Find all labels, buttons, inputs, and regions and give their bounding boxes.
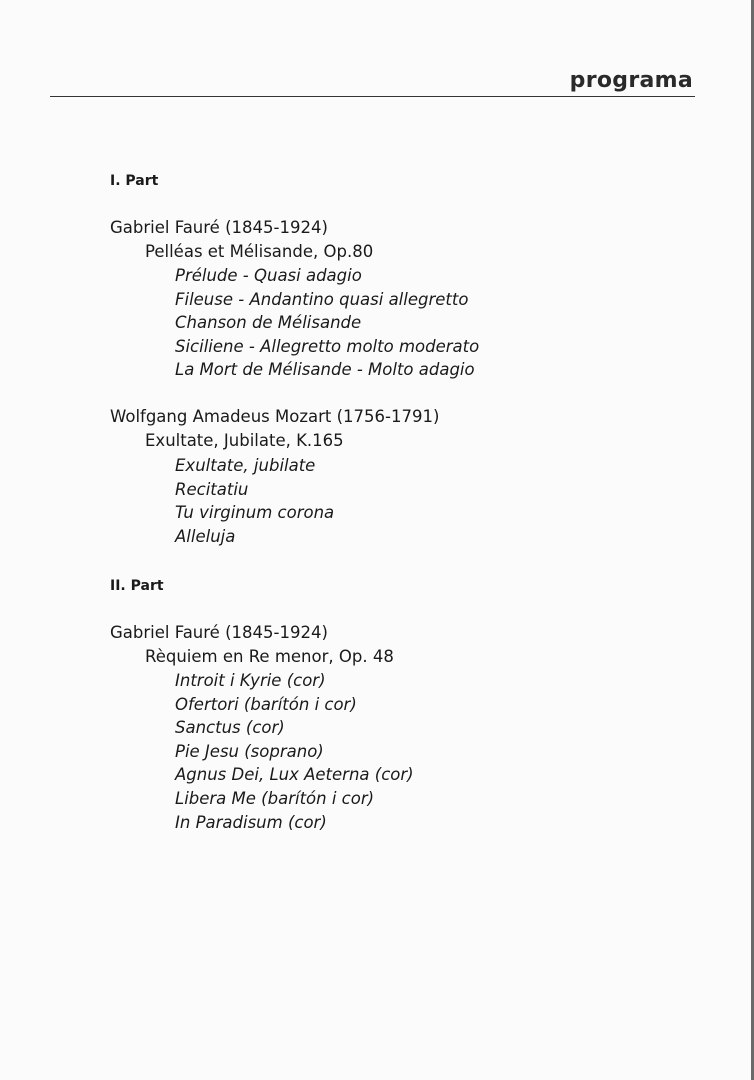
movement-item: Ofertori (barítón i cor) [175, 694, 357, 714]
movement-item: Sanctus (cor) [175, 718, 285, 738]
movement-item: Chanson de Mélisande [175, 313, 362, 333]
composer-mozart: Wolfgang Amadeus Mozart (1756-1791) [110, 407, 440, 426]
movement-list-requiem [175, 669, 414, 834]
work-pelleas-et-melisande: Pelléas et Mélisande, Op.80 [145, 242, 374, 261]
movement-item: Prélude - Quasi adagio [175, 266, 362, 285]
part-heading-2: II. Part [110, 578, 164, 594]
movement-list-pelleas [175, 264, 479, 382]
composer-faure-2: Gabriel Fauré (1845-1924) [110, 623, 328, 642]
movement-item: Pie Jesu (soprano) [175, 741, 324, 761]
part-heading-1: I. Part [110, 173, 159, 189]
movement-item: Tu virginum corona [175, 503, 335, 523]
movement-item: Alleluja [175, 526, 236, 546]
movement-item: Agnus Dei, Lux Aeterna (cor) [175, 765, 414, 785]
movement-item: Recitatiu [175, 479, 249, 499]
movement-item: Siciliene - Allegretto molto moderato [175, 336, 480, 356]
movement-list-exultate [175, 454, 334, 548]
movement-item: Libera Me (barítón i cor) [175, 788, 375, 808]
work-requiem: Rèquiem en Re menor, Op. 48 [145, 647, 394, 666]
movement-item: Introit i Kyrie (cor) [175, 671, 326, 690]
movement-item: In Paradisum (cor) [175, 812, 327, 832]
movement-item: La Mort de Mélisande - Molto adagio [175, 360, 475, 380]
movement-item: Exultate, jubilate [175, 456, 316, 475]
movement-item: Fileuse - Andantino quasi allegretto [175, 289, 469, 309]
composer-faure-1: Gabriel Fauré (1845-1924) [110, 218, 328, 237]
work-exultate-jubilate: Exultate, Jubilate, K.165 [145, 431, 344, 450]
header-divider [50, 96, 695, 97]
page-title: programa [569, 68, 693, 93]
